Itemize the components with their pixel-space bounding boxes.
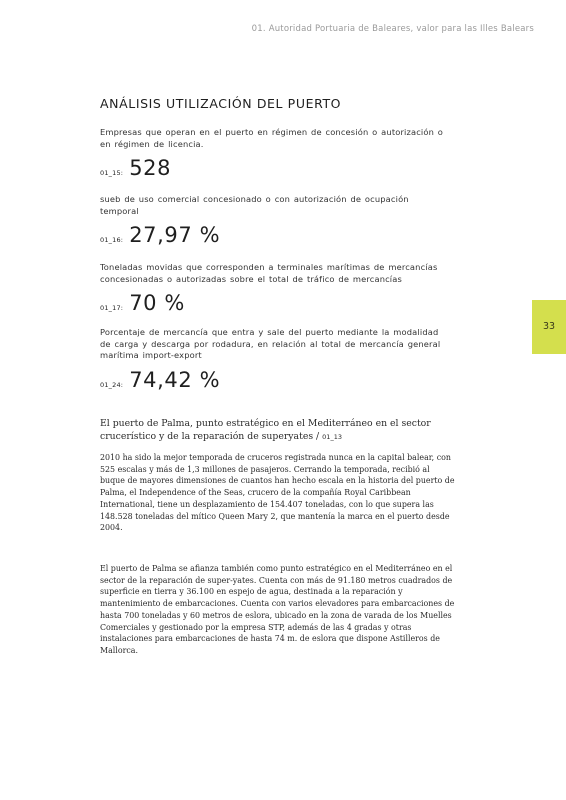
indicator-block bbox=[100, 194, 450, 247]
indicator-description: Empresas que operan en el puerto en régimen de concesión o autorización o en régimen de licencia. bbox=[100, 127, 444, 149]
indicator-value: 70 % bbox=[129, 291, 185, 315]
indicator-block bbox=[100, 262, 450, 315]
indicator-value: 74,42 % bbox=[129, 367, 221, 392]
indicator-value: 27,97 % bbox=[129, 223, 221, 247]
indicator-description: sueb de uso comercial concesionado o con autorización de ocupación temporal bbox=[100, 194, 409, 216]
body-heading-text: El puerto de Palma, punto estratégico en el Mediterráneo en el sector crucerístico y de la reparación de superyates / bbox=[100, 418, 431, 442]
indicator-code: 01_24: bbox=[100, 380, 124, 389]
indicator-value-row bbox=[100, 368, 450, 392]
body-paragraph: El puerto de Palma se afianza también como punto estratégico en el Mediterráneo en el sector de la reparación de super-yates. Cuenta con más de 91.180 metros cuadrados de superficie en tierra y 36.100 en espejo de agua, destinada a la reparación y mantenimiento de embarcaciones. Cuenta con varios elevadores para embarcaciones de hasta 700 toneladas y 60 metros de eslora, ubicado en la zona de varada de los Muelles Comerciales y gestionado por la empresa STP, además de las 4 gradas y otras instalaciones para embarcaciones de hasta 74 m. de eslora que dispone Astilleros de Mallorca. bbox=[100, 564, 455, 655]
indicator-block bbox=[100, 127, 450, 180]
page-number-tab bbox=[532, 300, 566, 354]
page-number: 33 bbox=[542, 321, 556, 332]
indicator-code: 01_15: bbox=[100, 169, 124, 177]
body-heading-code: 01_13 bbox=[322, 433, 342, 441]
indicator-value: 528 bbox=[129, 156, 172, 180]
section-title: ANÁLISIS UTILIZACIÓN DEL PUERTO bbox=[100, 96, 342, 111]
indicator-description: Toneladas movidas que corresponden a terminales marítimas de mercancías concesionadas o autorizadas sobre el total de tráfico de mercancías bbox=[100, 262, 438, 284]
indicator-code: 01_16: bbox=[100, 236, 124, 244]
indicator-value-row bbox=[100, 291, 450, 315]
running-header: 01. Autoridad Portuaria de Baleares, valor para las Illes Balears bbox=[251, 24, 534, 34]
body-paragraph: 2010 ha sido la mejor temporada de cruceros registrada nunca en la capital balear, con 525 escalas y más de 1,3 millones de pasajeros. Cerrando la temporada, recibió al buque de mayores dimensiones de cuantos han hecho escala en la historia del puerto de Palma, el Independence of the Seas, crucero de la compañía Royal Caribbean International, tiene un desplazamiento de 154.407 toneladas, con lo que supera las 148.528 toneladas del mítico Queen Mary 2, que mantenía la marca en el puerto desde 2004. bbox=[100, 453, 455, 533]
indicator-block bbox=[100, 327, 450, 392]
body-heading bbox=[100, 417, 456, 444]
indicator-value-row bbox=[100, 223, 450, 247]
indicator-description: Porcentaje de mercancía que entra y sale del puerto mediante la modalidad de carga y descarga por rodadura, en relación al total de mercancía general marítima import-export bbox=[100, 327, 441, 360]
indicator-value-row bbox=[100, 156, 450, 180]
indicator-code: 01_17: bbox=[100, 304, 124, 312]
